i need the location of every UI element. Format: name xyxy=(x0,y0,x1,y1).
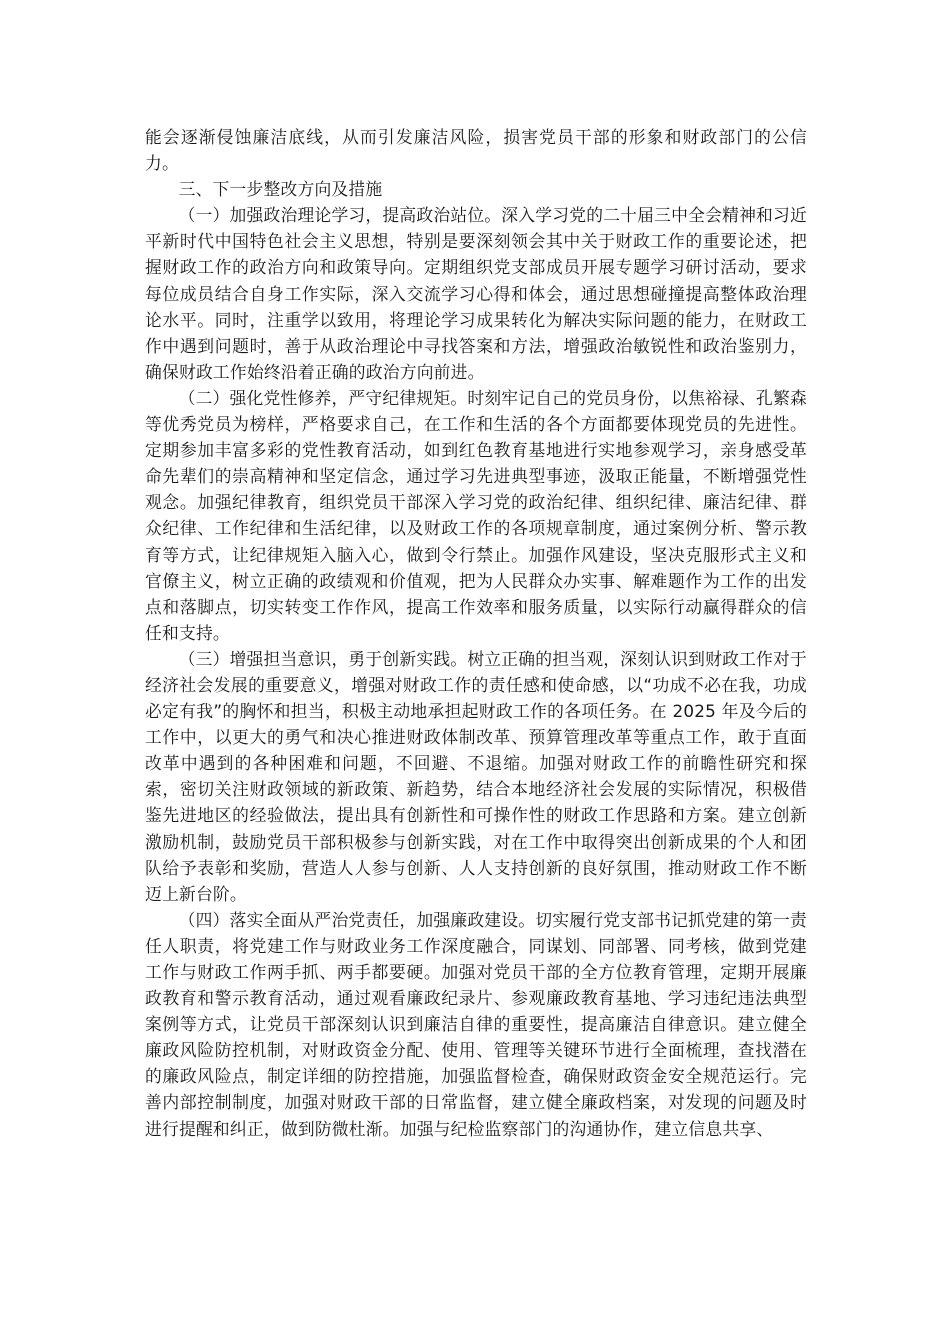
section-heading: 三、下一步整改方向及措施 xyxy=(178,179,383,200)
paragraph-measure-4: （四）落实全面从严治党责任，加强廉政建设。切实履行党支部书记抓党建的第一责任人职责，将党建工作与财政业务工作深度融合，同谋划、同部署、同考核，做到党建工作与财政工作两手抓、两手都要硬。加强对党员干部的全方位教育管理，定期开展廉政教育和警示教育活动，通过观看廉政纪录片、参观廉政教育基地、学习违纪违法典型案例等方式，让党员干部深刻认识到廉洁自律的重要性，提高廉洁自律意识。建立健全廉政风险防控机制，对财政资金分配、使用、管理等关键环节进行全面梳理，查找潜在的廉政风险点，制定详细的防控措施，加强监督检查，确保财政资金安全规范运行。完善内部控制制度，加强对财政干部的日常监督，建立健全廉政档案，对发现的问题及时进行提醒和纠正，做到防微杜渐。加强与纪检监察部门的沟通协作，建立信息共享、 xyxy=(145,909,807,1139)
paragraph-continuation: 能会逐渐侵蚀廉洁底线，从而引发廉洁风险，损害党员干部的形象和财政部门的公信力。 xyxy=(145,127,807,174)
paragraph-measure-1: （一）加强政治理论学习，提高政治站位。深入学习党的二十届三中全会精神和习近平新时代中国特色社会主义思想，特别是要深刻领会其中关于财政工作的重要论述，把握财政工作的政治方向和政策导向。定期组织党支部成员开展专题学习研讨活动，要求每位成员结合自身工作实际，深入交流学习心得和体会，通过思想碰撞提高整体政治理论水平。同时，注重学以致用，将理论学习成果转化为解决实际问题的能力，在财政工作中遇到问题时，善于从政治理论中寻找答案和方法，增强政治敏锐性和政治鉴别力，确保财政工作始终沿着正确的政治方向前进。 xyxy=(145,205,807,382)
document-body xyxy=(145,124,807,1142)
paragraph-measure-2: （二）强化党性修养，严守纪律规矩。时刻牢记自己的党员身份，以焦裕禄、孔繁森等优秀党员为榜样，严格要求自己，在工作和生活的各个方面都要体现党员的先进性。定期参加丰富多彩的党性教育活动，如到红色教育基地进行实地参观学习，亲身感受革命先辈们的崇高精神和坚定信念，通过学习先进典型事迹，汲取正能量，不断增强党性观念。加强纪律教育，组织党员干部深入学习党的政治纪律、组织纪律、廉洁纪律、群众纪律、工作纪律和生活纪律，以及财政工作的各项规章制度，通过案例分析、警示教育等方式，让纪律规矩入脑入心，做到令行禁止。加强作风建设，坚决克服形式主义和官僚主义，树立正确的政绩观和价值观，把为人民群众办实事、解难题作为工作的出发点和落脚点，切实转变工作作风，提高工作效率和服务质量，以实际行动赢得群众的信任和支持。 xyxy=(145,387,807,643)
paragraph-measure-3: （三）增强担当意识，勇于创新实践。树立正确的担当观，深刻认识到财政工作对于经济社会发展的重要意义，增强对财政工作的责任感和使命感，以“功成不必在我，功成必定有我”的胸怀和担当，积极主动地承担起财政工作的各项任务。在 2025 年及今后的工作中，以更大的勇气和决心推进财政体制改革、预算管理改革等重点工作，敢于直面改革中遇到的各种困难和问题，不回避、不退缩。加强对财政工作的前瞻性研究和探索，密切关注财政领域的新政策、新趋势，结合本地经济社会发展的实际情况，积极借鉴先进地区的经验做法，提出具有创新性和可操作性的财政工作思路和方案。建立创新激励机制，鼓励党员干部积极参与创新实践，对在工作中取得突出创新成果的个人和团队给予表彰和奖励，营造人人参与创新、人人支持创新的良好氛围，推动财政工作不断迈上新台阶。 xyxy=(145,648,807,904)
